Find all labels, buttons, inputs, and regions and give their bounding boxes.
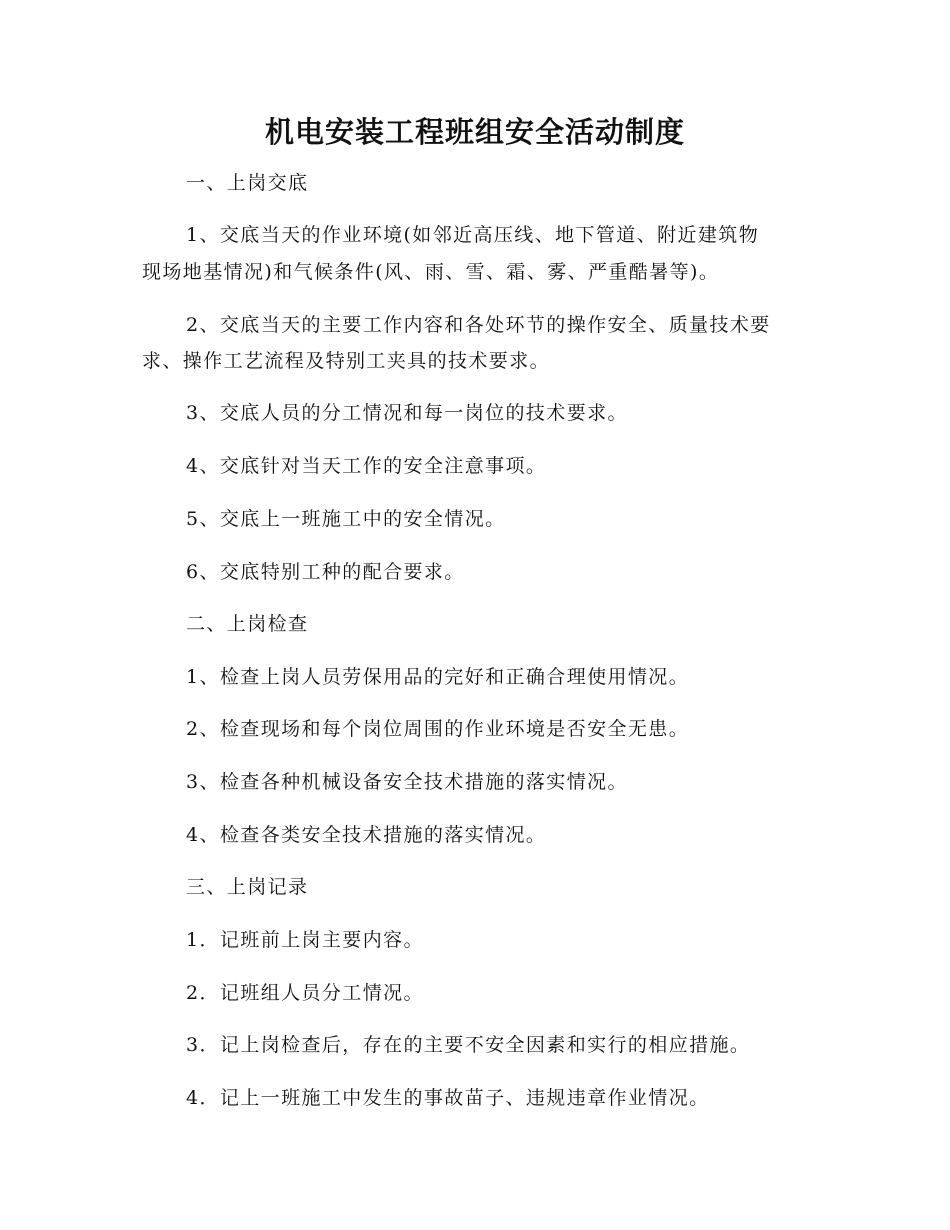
section-heading-3: 三、上岗记录 [186, 876, 309, 898]
paragraph-line: 2．记班组人员分工情况。 [186, 982, 424, 1004]
paragraph-line: 2、交底当天的主要工作内容和各处环节的操作安全、质量技术要 [186, 314, 771, 336]
paragraph-line: 1、检查上岗人员劳保用品的完好和正确合理使用情况。 [186, 666, 690, 688]
document-title: 机电安装工程班组安全活动制度 [264, 115, 685, 149]
section-heading-1: 一、上岗交底 [186, 172, 309, 194]
section-heading-2: 二、上岗检查 [186, 613, 309, 635]
paragraph-line: 现场地基情况)和气候条件(风、雨、雪、霜、雾、严重酷暑等)。 [142, 261, 720, 283]
paragraph-line: 4、交底针对当天工作的安全注意事项。 [186, 455, 547, 477]
paragraph-line: 3、检查各种机械设备安全技术措施的落实情况。 [186, 771, 628, 793]
paragraph-line: 3．记上岗检查后，存在的主要不安全因素和实行的相应措施。 [186, 1034, 751, 1056]
paragraph-line: 3、交底人员的分工情况和每一岗位的技术要求。 [186, 402, 628, 424]
paragraph-line: 4．记上一班施工中发生的事故苗子、违规违章作业情况。 [186, 1087, 710, 1109]
paragraph-line: 1．记班前上岗主要内容。 [186, 929, 424, 951]
paragraph-line: 求、操作工艺流程及特别工夹具的技术要求。 [142, 350, 551, 372]
paragraph-line: 5、交底上一班施工中的安全情况。 [186, 508, 506, 530]
paragraph-line: 1、交底当天的作业环境(如邻近高压线、地下管道、附近建筑物 [186, 224, 760, 246]
paragraph-line: 6、交底特别工种的配合要求。 [186, 561, 465, 583]
paragraph-line: 4、检查各类安全技术措施的落实情况。 [186, 824, 547, 846]
paragraph-line: 2、检查现场和每个岗位周围的作业环境是否安全无患。 [186, 718, 690, 740]
